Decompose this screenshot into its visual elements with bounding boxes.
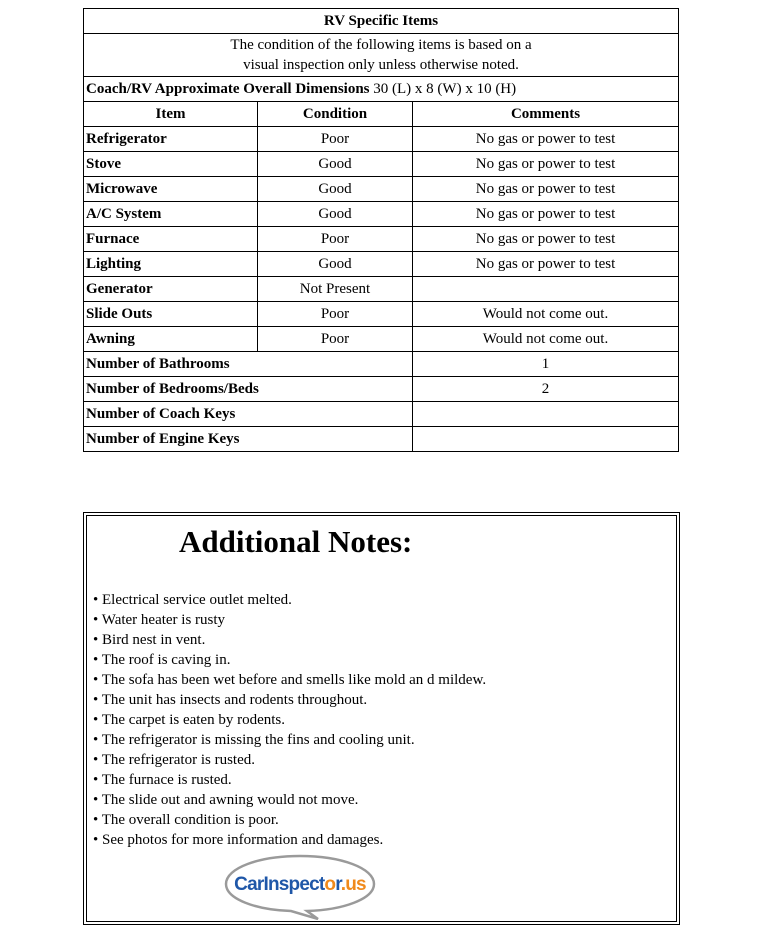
count-label: Number of Bathrooms: [84, 352, 413, 377]
table-row: [84, 127, 679, 152]
item-comments: [413, 277, 679, 302]
table-title-row: [84, 9, 679, 34]
dimensions-row: [84, 77, 679, 102]
list-item: • Water heater is rusty: [93, 610, 486, 630]
table-row: [84, 227, 679, 252]
table-row: [84, 327, 679, 352]
item-name: Furnace: [84, 227, 258, 252]
additional-notes-box: [83, 512, 680, 925]
table-row: [84, 202, 679, 227]
item-name: Lighting: [84, 252, 258, 277]
header-row: [84, 102, 679, 127]
table-row: [84, 152, 679, 177]
item-condition: Poor: [258, 327, 413, 352]
item-name: Refrigerator: [84, 127, 258, 152]
item-name: Microwave: [84, 177, 258, 202]
list-item: • The overall condition is poor.: [93, 810, 486, 830]
inspection-note-row: [84, 34, 679, 77]
list-item: • Bird nest in vent.: [93, 630, 486, 650]
logo-text-car: Car: [234, 874, 264, 895]
count-label: Number of Engine Keys: [84, 427, 413, 452]
dimensions-cell: [84, 77, 679, 102]
header-item: Item: [84, 102, 258, 127]
item-condition: Good: [258, 177, 413, 202]
item-name: Slide Outs: [84, 302, 258, 327]
item-comments: No gas or power to test: [413, 227, 679, 252]
table-row: [84, 302, 679, 327]
list-item: • The slide out and awning would not move.: [93, 790, 486, 810]
item-condition: Good: [258, 152, 413, 177]
item-condition: Poor: [258, 127, 413, 152]
table-row: [84, 277, 679, 302]
logo-text-inspect: Inspect: [263, 874, 325, 895]
dimensions-value: 30 (L) x 8 (W) x 10 (H): [369, 81, 517, 97]
table-row: [84, 177, 679, 202]
dimensions-label: Coach/RV Approximate Overall Dimensions: [86, 81, 370, 97]
count-value: [413, 402, 679, 427]
item-comments: No gas or power to test: [413, 127, 679, 152]
item-condition: Good: [258, 252, 413, 277]
item-comments: Would not come out.: [413, 327, 679, 352]
logo-text: [234, 874, 366, 895]
header-condition: Condition: [258, 102, 413, 127]
inspection-note-line-2: visual inspection only unless otherwise noted.: [243, 57, 519, 73]
item-condition: Good: [258, 202, 413, 227]
item-name: Awning: [84, 327, 258, 352]
inspection-note: [84, 34, 679, 77]
list-item: • The unit has insects and rodents throughout.: [93, 690, 486, 710]
table-row: [84, 252, 679, 277]
list-item: • The sofa has been wet before and smells like mold an d mildew.: [93, 670, 486, 690]
item-comments: No gas or power to test: [413, 177, 679, 202]
count-row: [84, 402, 679, 427]
item-comments: No gas or power to test: [413, 202, 679, 227]
item-condition: Poor: [258, 302, 413, 327]
list-item: • The furnace is rusted.: [93, 770, 486, 790]
count-row: [84, 377, 679, 402]
count-label: Number of Bedrooms/Beds: [84, 377, 413, 402]
count-value: 2: [413, 377, 679, 402]
rv-specific-items-table: [83, 8, 679, 452]
count-value: [413, 427, 679, 452]
additional-notes-inner: [86, 515, 677, 922]
item-condition: Not Present: [258, 277, 413, 302]
list-item: • The refrigerator is missing the fins and cooling unit.: [93, 730, 486, 750]
item-name: Generator: [84, 277, 258, 302]
item-comments: Would not come out.: [413, 302, 679, 327]
item-comments: No gas or power to test: [413, 252, 679, 277]
item-name: Stove: [84, 152, 258, 177]
count-label: Number of Coach Keys: [84, 402, 413, 427]
logo-text-tld: .us: [340, 874, 366, 895]
item-condition: Poor: [258, 227, 413, 252]
count-value: 1: [413, 352, 679, 377]
inspection-note-line-1: The condition of the following items is based on a: [230, 37, 532, 53]
list-item: • Electrical service outlet melted.: [93, 590, 486, 610]
logo-text-o: o: [324, 874, 336, 895]
list-item: • The carpet is eaten by rodents.: [93, 710, 486, 730]
list-item: • See photos for more information and damages.: [93, 830, 486, 850]
carinspector-logo: [223, 852, 377, 920]
notes-list: [93, 590, 486, 850]
logo-text-r: r: [335, 874, 341, 895]
count-row: [84, 427, 679, 452]
list-item: • The roof is caving in.: [93, 650, 486, 670]
count-row: [84, 352, 679, 377]
item-name: A/C System: [84, 202, 258, 227]
item-comments: No gas or power to test: [413, 152, 679, 177]
additional-notes-heading: Additional Notes:: [179, 524, 413, 559]
header-comments: Comments: [413, 102, 679, 127]
list-item: • The refrigerator is rusted.: [93, 750, 486, 770]
table-title: RV Specific Items: [84, 9, 679, 34]
